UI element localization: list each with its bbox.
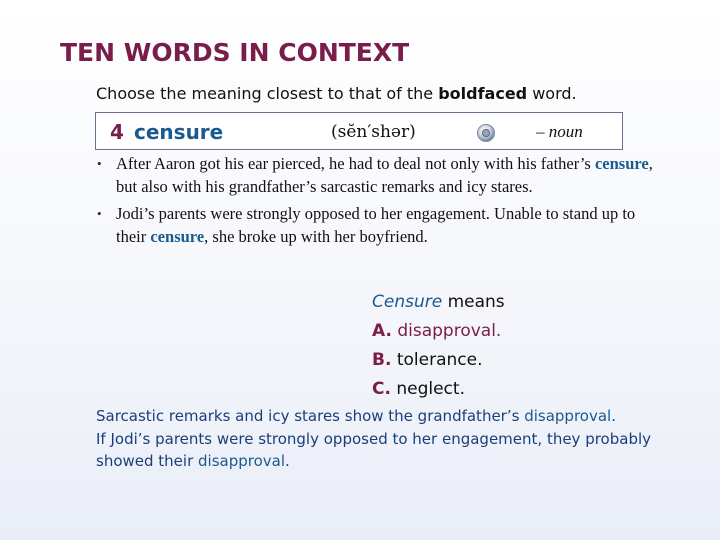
- instruction-before: Choose the meaning closest to that of the: [96, 84, 439, 103]
- question-means: means: [442, 292, 505, 312]
- option-a[interactable]: [372, 317, 505, 346]
- word-number: 4: [110, 120, 124, 144]
- context-sentence-2: [95, 202, 655, 248]
- vocab-word-box: [95, 112, 623, 150]
- slide-title: TEN WORDS IN CONTEXT: [60, 38, 410, 67]
- sentence-1-word: censure: [594, 154, 649, 173]
- question-word: Censure: [372, 292, 443, 312]
- bullet-icon: •: [97, 206, 102, 221]
- explanation-line-2: [96, 428, 696, 473]
- explanation-2-answer: disapproval: [198, 452, 286, 470]
- sentence-1-after: , but also with his grandfather’s sarcastic remarks and icy stares.: [116, 154, 653, 196]
- explanation-line-1: [96, 405, 696, 428]
- option-a-text: disapproval.: [397, 321, 502, 341]
- context-sentence-1: [95, 152, 655, 198]
- option-b[interactable]: [372, 346, 505, 375]
- option-b-letter: B.: [372, 350, 392, 370]
- explanation-1-before: Sarcastic remarks and icy stares show the grandfather’s: [96, 407, 525, 425]
- bullet-icon: •: [97, 156, 102, 171]
- answer-explanation: [96, 405, 696, 473]
- explanation-1-after: .: [611, 407, 616, 425]
- part-of-speech: – noun: [536, 122, 583, 141]
- instruction-bold: boldfaced: [438, 84, 528, 103]
- vocab-word: censure: [134, 120, 224, 144]
- sentence-2-before: Jodi’s parents were strongly opposed to her engagement. Unable to stand up to their: [116, 204, 636, 246]
- option-a-letter: A.: [372, 321, 392, 341]
- option-b-text: tolerance.: [396, 350, 483, 370]
- explanation-2-before: If Jodi’s parents were strongly opposed to her engagement, they probably showed their: [96, 429, 652, 470]
- sentence-2-after: , she broke up with her boyfriend.: [204, 227, 428, 246]
- meaning-question: [372, 288, 505, 404]
- pronunciation: (sĕn′shər): [331, 122, 416, 142]
- context-sentences: [95, 152, 655, 252]
- instruction-text: [96, 84, 577, 103]
- sentence-2-word: censure: [150, 227, 205, 246]
- instruction-after: word.: [527, 84, 577, 103]
- option-c[interactable]: [372, 375, 505, 404]
- question-stem: [372, 288, 505, 317]
- explanation-2-after: .: [285, 452, 290, 470]
- speaker-icon[interactable]: [476, 123, 496, 143]
- sentence-1-before: After Aaron got his ear pierced, he had to deal not only with his father’s: [116, 154, 595, 173]
- option-c-letter: C.: [372, 379, 391, 399]
- option-c-text: neglect.: [396, 379, 465, 399]
- explanation-1-answer: disapproval: [524, 407, 612, 425]
